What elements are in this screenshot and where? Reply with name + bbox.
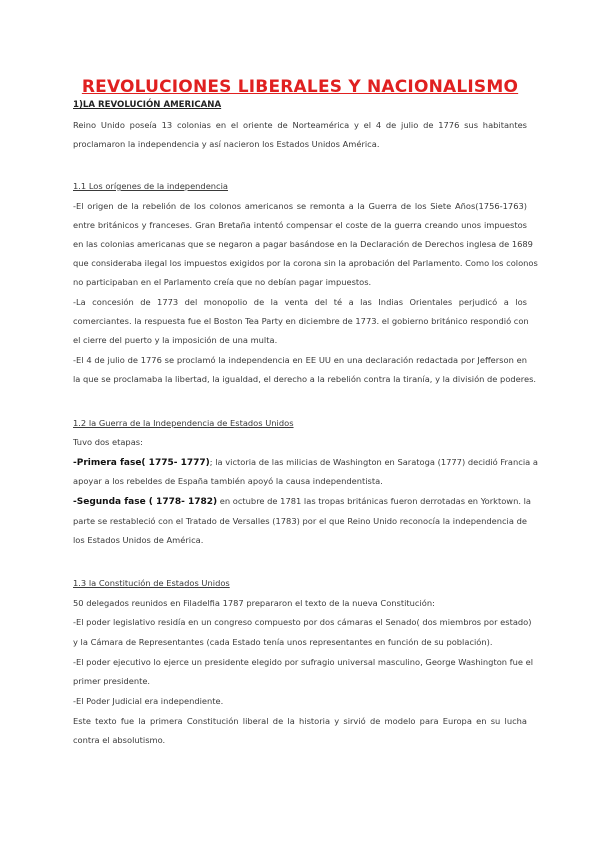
paragraph-line: comerciantes. la respuesta fue el Boston Tea Party en diciembre de 1773. el gobierno británico respondió con [73, 316, 529, 326]
paragraph-line: la que se proclamaba la libertad, la igualdad, el derecho a la rebelión contra la tiranía, y la división de poderes. [73, 374, 537, 384]
paragraph-line: -El poder ejecutivo lo ejerce un presidente elegido por sufragio universal masculino, George Washington fue el [73, 657, 534, 667]
paragraph-line: entre británicos y franceses. Gran Bretaña intentó compensar el coste de la guerra creando unos impuestos [73, 220, 527, 230]
paragraph-line: contra el absolutismo. [73, 735, 166, 745]
paragraph-line: que consideraba ilegal los impuestos exigidos por la corona sin la aprobación del Parlamento. Como los colonos [73, 258, 538, 268]
paragraph-line: proclamaron la independencia y así nacieron los Estados Unidos América. [73, 139, 380, 149]
phase-1-text: ; la victoria de las milicias de Washington en Saratoga (1777) decidió Francia a [209, 457, 538, 467]
paragraph-line: Tuvo dos etapas: [73, 437, 143, 447]
paragraph-line: Reino Unido poseía 13 colonias en el oriente de Norteamérica y el 4 de julio de 1776 sus habitantes [73, 120, 527, 130]
section-heading-revolucion-americana: 1)LA REVOLUCIÓN AMERICANA [73, 100, 222, 110]
page-title: REVOLUCIONES LIBERALES Y NACIONALISMO [81, 77, 519, 97]
phase-2-text: en octubre de 1781 las tropas británicas fueron derrotadas en Yorktown. la [217, 496, 532, 506]
paragraph-line: -El Poder Judicial era independiente. [73, 696, 224, 706]
paragraph-line: en las colonias americanas que se negaron a pagar basándose en la Declaración de Derechos inglesa de 1689 [73, 239, 533, 249]
phase-1-label: -Primera fase( 1775- 1777) [73, 458, 210, 468]
section-heading-guerra-independencia: 1.2 la Guerra de la Independencia de Estados Unidos [73, 418, 294, 428]
section-heading-constitucion: 1.3 la Constitución de Estados Unidos [73, 578, 230, 588]
paragraph-line: -El poder legislativo residía en un congreso compuesto por dos cámaras el Senado( dos miembros por estado) [73, 617, 532, 627]
section-heading-origenes: 1.1 Los orígenes de la independencia [73, 181, 229, 191]
paragraph-line: -El 4 de julio de 1776 se proclamó la independencia en EE UU en una declaración redactada por Jefferson en [73, 355, 527, 365]
paragraph-line: -El origen de la rebelión de los colonos americanos se remonta a la Guerra de los Siete Años(1756-1763) [73, 201, 527, 211]
paragraph-line: y la Cámara de Representantes (cada Estado tenía unos representantes en función de su población). [73, 637, 493, 647]
paragraph-line: no participaban en el Parlamento creía que no debían pagar impuestos. [73, 277, 372, 287]
paragraph-line: -La concesión de 1773 del monopolio de la venta del té a las Indias Orientales perjudicó a los [73, 297, 527, 307]
phase-1-line [73, 457, 538, 469]
paragraph-line: los Estados Unidos de América. [73, 535, 204, 545]
paragraph-line: el cierre del puerto y la imposición de una multa. [73, 335, 278, 345]
phase-2-line [73, 496, 532, 508]
paragraph-line: apoyar a los rebeldes de España también apoyó la causa independentista. [73, 476, 383, 486]
paragraph-line: parte se restableció con el Tratado de Versalles (1783) por el que Reino Unido reconocía la independencia de [73, 516, 527, 526]
paragraph-line: primer presidente. [73, 676, 151, 686]
phase-2-label: -Segunda fase ( 1778- 1782) [73, 497, 218, 507]
paragraph-line: 50 delegados reunidos en Filadelfia 1787 prepararon el texto de la nueva Constitución: [73, 598, 435, 608]
paragraph-line: Este texto fue la primera Constitución liberal de la historia y sirvió de modelo para Europa en su lucha [73, 716, 527, 726]
